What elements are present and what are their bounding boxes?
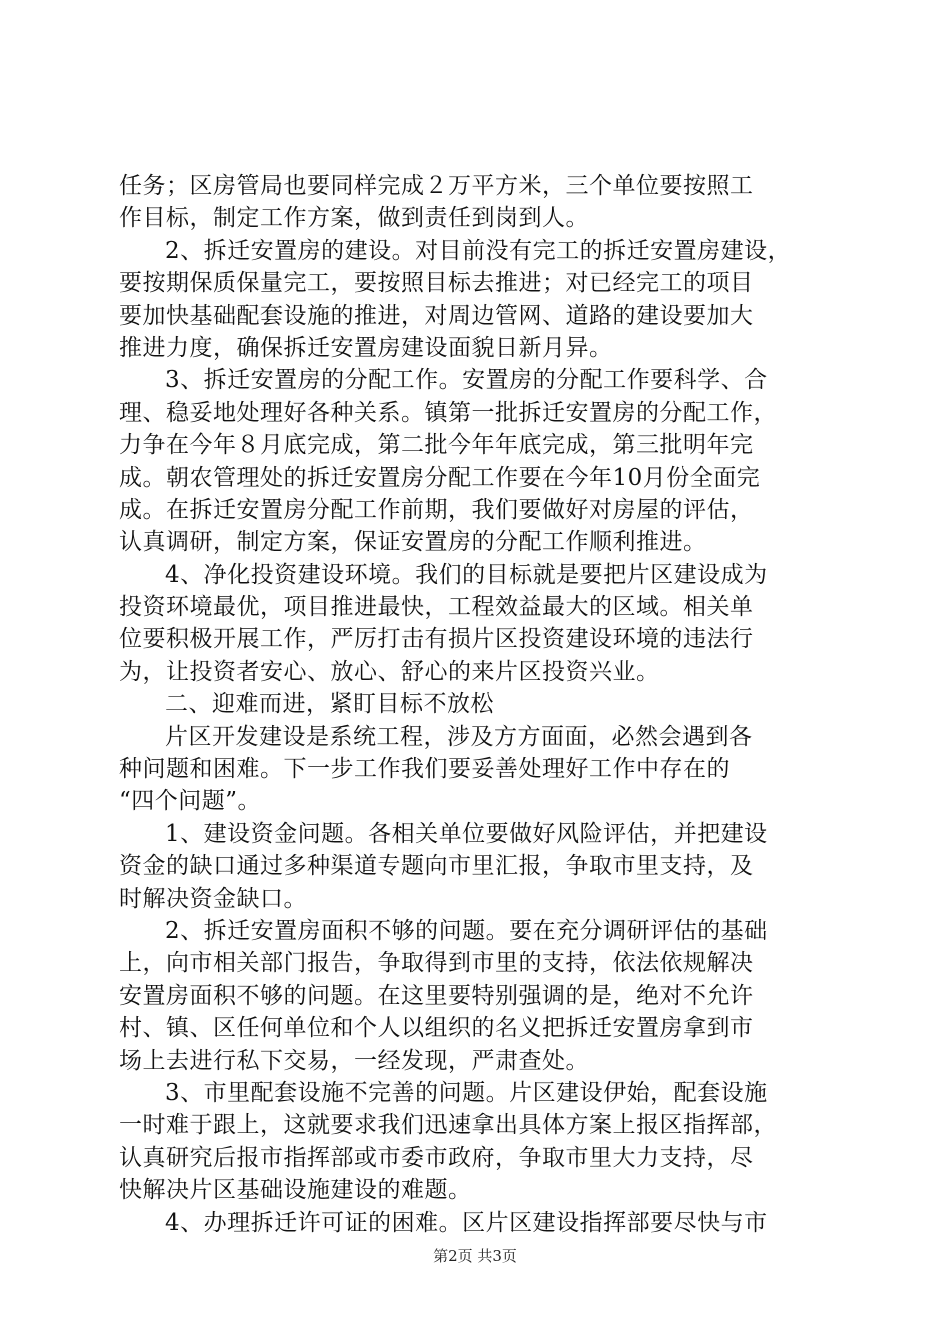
text-line: 2、拆迁安置房面积不够的问题。要在充分调研评估的基础 [165,917,768,944]
text-line: 片区开发建设是系统工程，涉及方方面面，必然会遇到各 [165,723,753,750]
text-line: 村、镇、区任何单位和个人以组织的名义把拆迁安置房拿到市 [119,1015,754,1042]
text-line: “四个问题”。 [119,788,262,815]
text-line: 二、迎难而进，紧盯目标不放松 [165,691,494,718]
text-line: 投资环境最优，项目推进最快，工程效益最大的区域。相关单 [119,594,754,621]
page-number-label: 第2页 共3页 [433,1247,517,1265]
text-line: 任务；区房管局也要同样完成２万平方米，三个单位要按照工 [119,173,754,199]
text-line: 要按期保质保量完工，要按照目标去推进；对已经完工的项目 [119,270,754,297]
text-line: 1、建设资金问题。各相关单位要做好风险评估，并把建设 [165,820,768,847]
text-line: 认真研究后报市指挥部或市委市政府，争取市里大力支持，尽 [119,1144,754,1171]
document-body [119,170,831,1239]
text-line: 理、稳妥地处理好各种关系。镇第一批拆迁安置房的分配工作， [119,399,777,426]
text-line: 快解决片区基础设施建设的难题。 [119,1177,472,1204]
text-line: 作目标，制定工作方案，做到责任到岗到人。 [119,205,589,232]
text-line: 为，让投资者安心、放心、舒心的来片区投资兴业。 [119,658,660,685]
text-line: 安置房面积不够的问题。在这里要特别强调的是，绝对不允许 [119,982,754,1009]
text-line: 时解决资金缺口。 [119,885,307,912]
text-line: 上，向市相关部门报告，争取得到市里的支持，依法依规解决 [119,950,754,977]
text-line: 要加快基础配套设施的推进，对周边管网、道路的建设要加大 [119,302,754,329]
text-line: 2、拆迁安置房的建设。对目前没有完工的拆迁安置房建设， [165,237,792,264]
text-line: 资金的缺口通过多种渠道专题向市里汇报，争取市里支持，及 [119,853,754,880]
text-line: 认真调研，制定方案，保证安置房的分配工作顺利推进。 [119,529,707,556]
text-line: 3、市里配套设施不完善的问题。片区建设伊始，配套设施 [165,1079,768,1106]
text-line: 场上去进行私下交易，一经发现，严肃查处。 [119,1047,589,1074]
text-line: 力争在今年８月底完成，第二批今年年底完成，第三批明年完 [119,432,754,459]
text-line: 4、办理拆迁许可证的困难。区片区建设指挥部要尽快与市 [165,1209,768,1236]
text-line: 成。在拆迁安置房分配工作前期，我们要做好对房屋的评估， [119,496,754,523]
page-footer [0,1246,950,1266]
text-line: 位要积极开展工作，严厉打击有损片区投资建设环境的违法行 [119,626,754,653]
text-line: 一时难于跟上，这就要求我们迅速拿出具体方案上报区指挥部， [119,1112,777,1139]
text-line: 种问题和困难。下一步工作我们要妥善处理好工作中存在的 [119,756,730,783]
text-line: 成。朝农管理处的拆迁安置房分配工作要在今年10月份全面完 [119,464,761,491]
text-line: 4、净化投资建设环境。我们的目标就是要把片区建设成为 [165,561,768,588]
text-line: 3、拆迁安置房的分配工作。安置房的分配工作要科学、合 [165,367,768,394]
text-line: 推进力度，确保拆迁安置房建设面貌日新月异。 [119,334,613,361]
